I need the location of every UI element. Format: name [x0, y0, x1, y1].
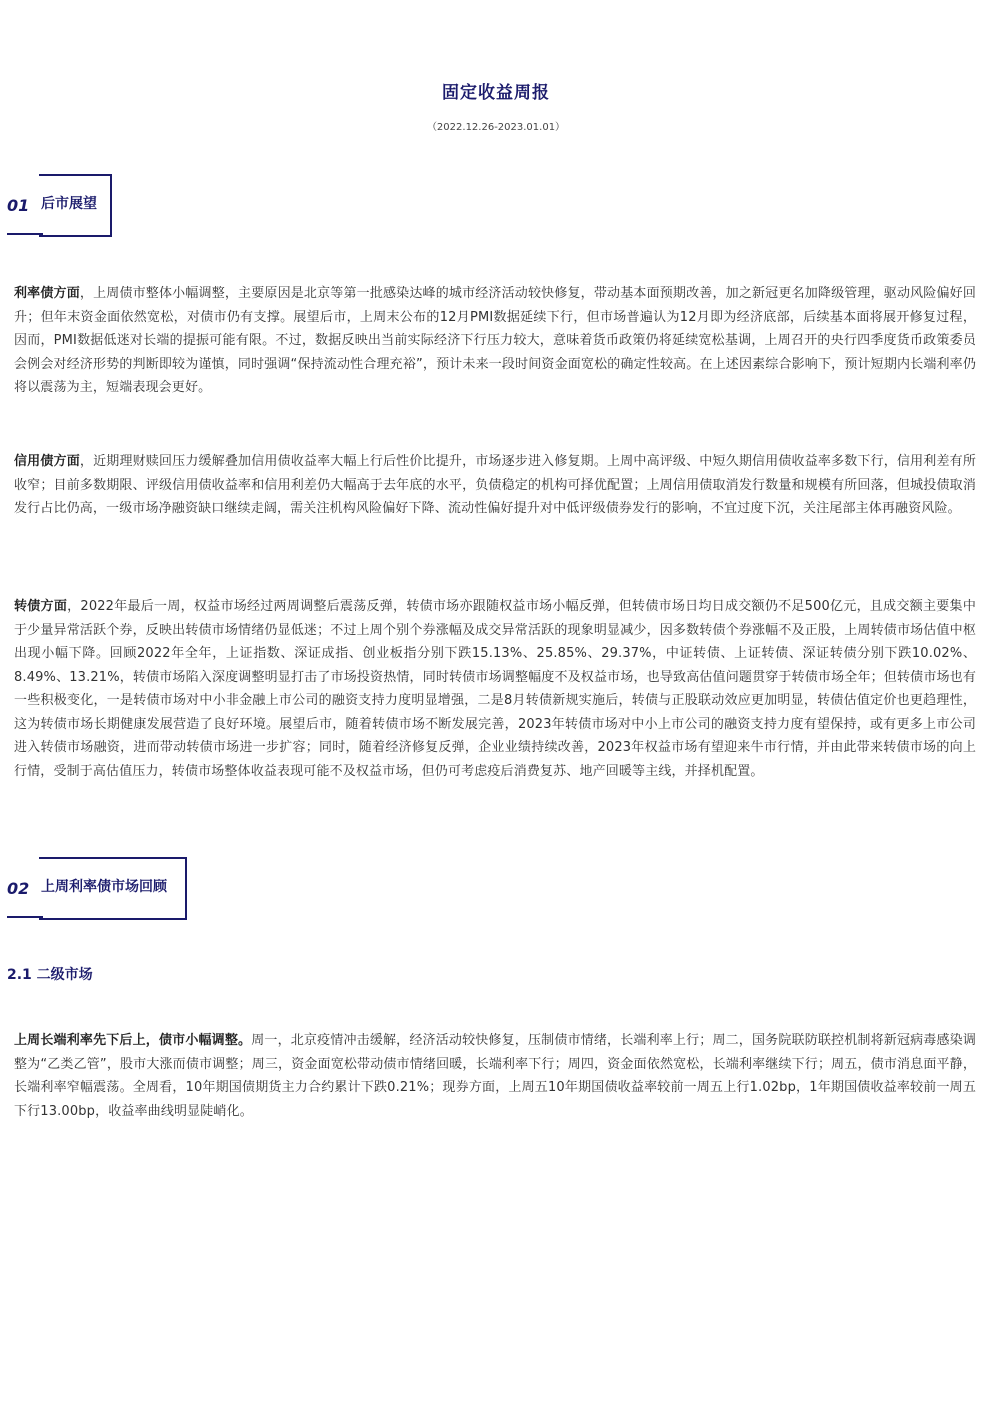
- section-underline: [7, 916, 43, 918]
- paragraph-body: ，近期理财赎回压力缓解叠加信用债收益率大幅上行后性价比提升，市场逐步进入修复期。上周中高评级、中短久期信用债收益率多数下行，信用利差有所收窄；目前多数期限、评级信用债收益率和信用利差仍大幅高于去年底的水平，负债稳定的机构可择优配置；上周信用债取消发行数量和规模有所回落，但城投债取消发行占比仍高，一级市场净融资缺口继续走阔，需关注机构风险偏好下降、流动性偏好提升对中低评级债券发行的影响，不宜过度下沉，关注尾部主体再融资风险。: [14, 454, 976, 516]
- paragraph-lead: 上周长端利率先下后上，债市小幅调整。: [14, 1033, 252, 1048]
- section-number: 02: [7, 879, 30, 898]
- report-title: 固定收益周报: [442, 83, 550, 103]
- paragraph-body: ，2022年最后一周，权益市场经过两周调整后震荡反弹，转债市场亦跟随权益市场小幅反弹，但转债市场日均日成交额仍不足500亿元，且成交额主要集中于少量异常活跃个券，反映出转债市场情绪仍显低迷；不过上周个别个券涨幅及成交异常活跃的现象明显减少，因多数转债个券涨幅不及正股，上周转债市场估值中枢出现小幅下降。回顾2022年全年，上证指数、深证成指、创业板指分别下跌15.13%、25.85%、29.37%，中证转债、上证转债、深证转债分别下跌10.02%、8.49%、13.21%，转债市场陷入深度调整明显打击了市场投资热情，同时转债市场调整幅度不及权益市场，也导致高估值问题贯穿于转债市场全年；但转债市场也有一些积极变化，一是转债市场对中小非金融上市公司的融资支持力度明显增强，二是8月转债新规实施后，转债与正股联动效应更加明显，转债估值定价也更趋理性，这为转债市场长期健康发展营造了良好环境。展望后市，随着转债市场不断发展完善，2023年转债市场对中小上市公司的融资支持力度有望保持，或有更多上市公司进入转债市场融资，进而带动转债市场进一步扩容；同时，随着经济修复反弹，企业业绩持续改善，2023年权益市场有望迎来牛市行情，并由此带来转债市场的向上行情，受制于高估值压力，转债市场整体收益表现可能不及权益市场，但仍可考虑疫后消费复苏、地产回暖等主线，并择机配置。: [14, 599, 976, 779]
- section-title: 上周利率债市场回顾: [41, 879, 167, 895]
- section-underline: [7, 233, 43, 235]
- paragraph-lead: 信用债方面: [14, 454, 80, 469]
- paragraph-convertible-bonds: [14, 595, 976, 783]
- paragraph-rate-bonds: [14, 282, 976, 400]
- paragraph-credit-bonds: [14, 450, 976, 521]
- report-date-range: （2022.12.26-2023.01.01）: [426, 122, 566, 133]
- paragraph-lead: 转债方面: [14, 599, 68, 614]
- paragraph-secondary-market: [14, 1029, 976, 1123]
- subsection-title: 2.1 二级市场: [7, 967, 93, 983]
- section-number: 01: [7, 196, 30, 215]
- paragraph-lead: 利率债方面: [14, 286, 80, 301]
- section-title: 后市展望: [41, 196, 97, 212]
- paragraph-body: 周一，北京疫情冲击缓解，经济活动较快修复，压制债市情绪，长端利率上行；周二，国务院联防联控机制将新冠病毒感染调整为“乙类乙管”，股市大涨而债市调整；周三，资金面宽松带动债市情绪回暖，长端利率下行；周四，资金面依然宽松，长端利率继续下行；周五，债市消息面平静，长端利率窄幅震荡。全周看，10年期国债期货主力合约累计下跌0.21%；现券方面，上周五10年期国债收益率较前一周五上行1.02bp，1年期国债收益率较前一周五下行13.00bp，收益率曲线明显陡峭化。: [14, 1033, 976, 1119]
- paragraph-body: ，上周债市整体小幅调整，主要原因是北京等第一批感染达峰的城市经济活动较快修复，带动基本面预期改善，加之新冠更名加降级管理，驱动风险偏好回升；但年末资金面依然宽松，对债市仍有支撑。展望后市，上周末公布的12月PMI数据延续下行，但市场普遍认为12月即为经济底部，后续基本面将展开修复过程，因而，PMI数据低迷对长端的提振可能有限。不过，数据反映出当前实际经济下行压力较大，意味着货币政策仍将延续宽松基调，上周召开的央行四季度货币政策委员会例会对经济形势的判断即较为谨慎，同时强调“保持流动性合理充裕”，预计未来一段时间资金面宽松的确定性较高。在上述因素综合影响下，预计短期内长端利率仍将以震荡为主，短端表现会更好。: [14, 286, 976, 395]
